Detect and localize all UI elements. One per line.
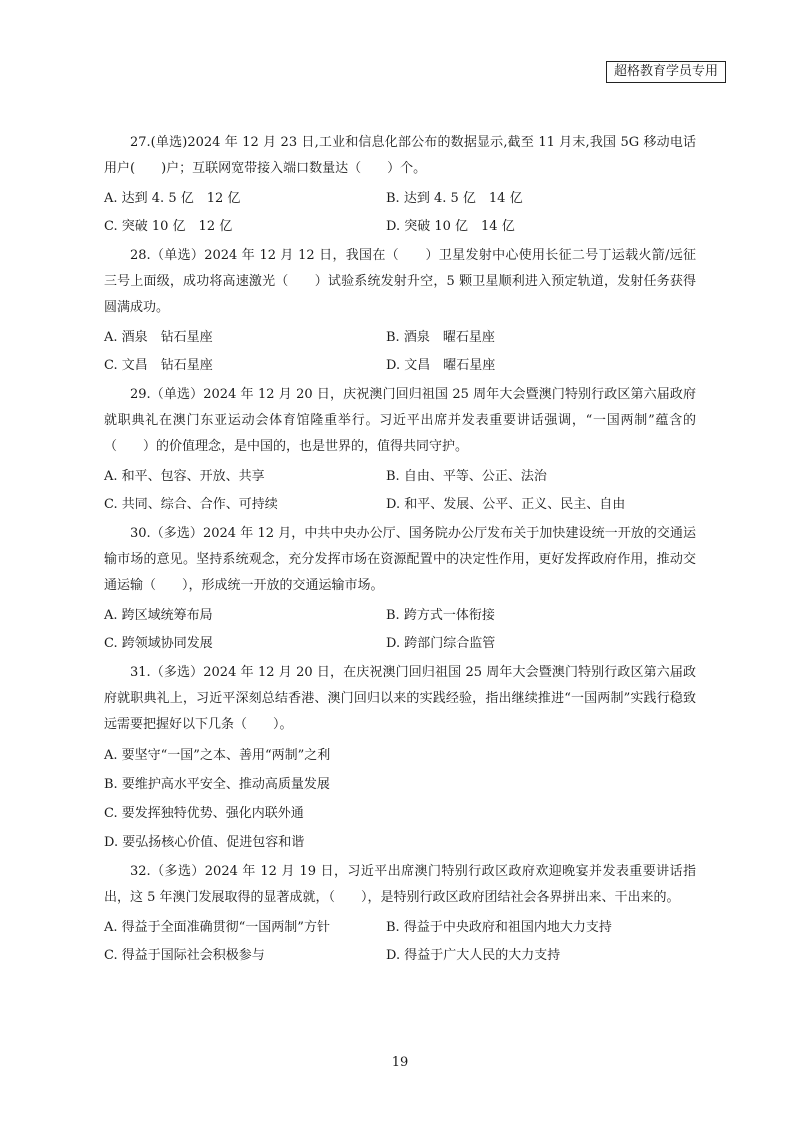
option-b: B. 跨方式一体衔接 [386,608,495,623]
option-d: D. 和平、发展、公平、正义、民主、自由 [386,497,626,512]
option-b: B. 得益于中央政府和祖国内地大力支持 [386,920,612,935]
option-c: C. 要发挥独特优势、强化内联外通 [104,806,304,821]
option-c: C. 文昌 钻石星座 [104,358,213,373]
option-b: B. 酒泉 曜石星座 [386,330,495,345]
question-32 [104,859,696,970]
option-d: D. 跨部门综合监管 [386,636,496,651]
option-d: D. 文昌 曜石星座 [386,358,496,373]
option-grid [104,324,696,380]
exclusive-use-badge: 超格教育学员专用 [606,61,726,83]
question-stem: 28.（单选）2024 年 12 月 12 日，我国在（ ）卫星发射中心使用长征二号丁运载火箭/远征三号上面级，成功将高速激光（ ）试验系统发射升空，5 颗卫星顺利进入预定轨道，发射任务获得圆满成功。 [104,248,696,315]
question-27 [104,130,696,241]
option-b: B. 自由、平等、公正、法治 [386,469,547,484]
question-list [104,130,696,972]
question-stem: 27.(单选)2024 年 12 月 23 日,工业和信息化部公布的数据显示,截至 11 月末,我国 5G 移动电话用户( )户；互联网宽带接入端口数量达（ ）个。 [104,135,696,176]
question-31 [104,660,696,857]
option-d: D. 要弘扬核心价值、促进包容和谐 [104,835,305,850]
question-stem: 32.（多选）2024 年 12 月 19 日，习近平出席澳门特别行政区政府欢迎晚宴并发表重要讲话指出，这 5 年澳门发展取得的显著成就，（ ），是特别行政区政府团结社会各界拼出来、干出来的。 [104,864,696,905]
option-c: C. 跨领域协同发展 [104,636,213,651]
option-a: A. 跨区域统筹布局 [104,608,213,623]
option-c: C. 共同、综合、合作、可持续 [104,497,278,512]
question-30 [104,521,696,658]
option-a: A. 达到 4. 5 亿 12 亿 [104,191,241,206]
option-c: C. 突破 10 亿 12 亿 [104,219,233,234]
question-stem: 31.（多选）2024 年 12 月 20 日，在庆祝澳门回归祖国 25 周年大会暨澳门特别行政区第六届政府就职典礼上，习近平深刻总结香港、澳门回归以来的实践经验，指出继续推进“一国两制”实践行稳致远需要把握好以下几条（ ）。 [104,665,696,732]
option-b: B. 达到 4. 5 亿 14 亿 [386,191,523,206]
question-stem: 29.（单选）2024 年 12 月 20 日，庆祝澳门回归祖国 25 周年大会暨澳门特别行政区第六届政府就职典礼在澳门东亚运动会体育馆隆重举行。习近平出席并发表重要讲话强调，“一国两制”蕴含的（ ）的价值理念，是中国的，也是世界的，值得共同守护。 [104,387,696,454]
option-grid [104,463,696,519]
question-stem: 30.（多选）2024 年 12 月，中共中央办公厅、国务院办公厅发布关于加快建设统一开放的交通运输市场的意见。坚持系统观念，充分发挥市场在资源配置中的决定性作用，更好发挥政府作用，推动交通运输（ ），形成统一开放的交通运输市场。 [104,526,696,593]
option-a: A. 要坚守“一国”之本、善用“两制”之利 [104,748,331,763]
question-29 [104,382,696,519]
option-list [104,741,696,857]
option-grid [104,602,696,658]
option-grid [104,914,696,970]
option-c: C. 得益于国际社会积极参与 [104,948,265,963]
option-grid [104,185,696,241]
option-b: B. 要维护高水平安全、推动高质量发展 [104,777,330,792]
page-number: 19 [391,1055,409,1070]
option-a: A. 酒泉 钻石星座 [104,330,213,345]
question-28 [104,243,696,380]
option-d: D. 突破 10 亿 14 亿 [386,219,515,234]
option-d: D. 得益于广大人民的大力支持 [386,948,561,963]
option-a: A. 得益于全面准确贯彻“一国两制”方针 [104,920,330,935]
option-a: A. 和平、包容、开放、共享 [104,469,265,484]
